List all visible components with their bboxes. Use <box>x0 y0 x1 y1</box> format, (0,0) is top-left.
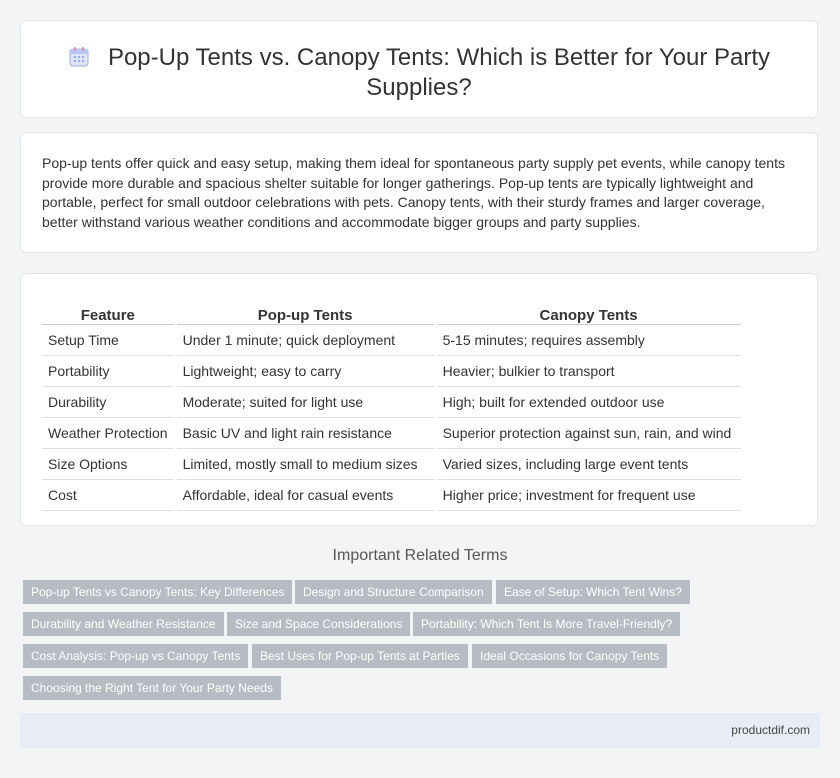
related-terms-title: Important Related Terms <box>332 547 508 564</box>
feature-cell: Durability <box>42 387 175 418</box>
table-row <box>42 387 741 418</box>
canopy-cell: 5-15 minutes; requires assembly <box>435 325 741 356</box>
table-row <box>42 325 741 356</box>
popup-cell: Basic UV and light rain resistance <box>175 418 435 449</box>
canopy-cell: Superior protection against sun, rain, and wind <box>435 418 741 449</box>
related-tag[interactable]: Cost Analysis: Pop-up vs Canopy Tents <box>23 644 248 668</box>
popup-cell: Affordable, ideal for casual events <box>175 480 435 511</box>
related-tag[interactable]: Best Uses for Pop-up Tents at Parties <box>252 644 468 668</box>
table-row <box>42 356 741 387</box>
related-tag[interactable]: Ease of Setup: Which Tent Wins? <box>496 580 690 604</box>
header-canopy-tents: Canopy Tents <box>435 294 741 325</box>
canopy-cell: Higher price; investment for frequent use <box>435 480 741 511</box>
header-popup-tents: Pop-up Tents <box>175 294 435 325</box>
title-card <box>20 20 818 118</box>
intro-paragraph: Pop-up tents offer quick and easy setup, making them ideal for spontaneous party supply pet events, while canopy tents provide more durable and spacious shelter suitable for longer gatherings. Pop-up tents are typically lightweight and portable, perfect for small outdoor celebrations with pets. Canopy tents, with their sturdy frames and larger coverage, better withstand various weather conditions and accommodate bigger groups and party supplies. <box>42 155 785 230</box>
comparison-card <box>20 273 818 526</box>
footer-site-link[interactable]: productdif.com <box>731 723 810 737</box>
related-tag[interactable]: Portability: Which Tent Is More Travel-Friendly? <box>413 612 680 636</box>
feature-cell: Weather Protection <box>42 418 175 449</box>
canopy-cell: Heavier; bulkier to transport <box>435 356 741 387</box>
table-row <box>42 449 741 480</box>
table-row <box>42 480 741 511</box>
table-row <box>42 418 741 449</box>
canopy-cell: Varied sizes, including large event tents <box>435 449 741 480</box>
related-tag[interactable]: Durability and Weather Resistance <box>23 612 224 636</box>
canopy-cell: High; built for extended outdoor use <box>435 387 741 418</box>
popup-cell: Lightweight; easy to carry <box>175 356 435 387</box>
feature-cell: Size Options <box>42 449 175 480</box>
intro-card <box>20 132 818 253</box>
feature-cell: Cost <box>42 480 175 511</box>
feature-cell: Setup Time <box>42 325 175 356</box>
footer <box>20 713 820 748</box>
related-tag[interactable]: Design and Structure Comparison <box>295 580 492 604</box>
calendar-icon <box>68 46 90 68</box>
related-tag[interactable]: Choosing the Right Tent for Your Party Needs <box>23 676 281 700</box>
popup-cell: Limited, mostly small to medium sizes <box>175 449 435 480</box>
related-tag[interactable]: Pop-up Tents vs Canopy Tents: Key Differences <box>23 580 292 604</box>
page-title: Pop-Up Tents vs. Canopy Tents: Which is Better for Your Party Supplies? <box>107 44 771 101</box>
related-tag[interactable]: Size and Space Considerations <box>227 612 410 636</box>
header-feature: Feature <box>42 294 175 325</box>
related-tag[interactable]: Ideal Occasions for Canopy Tents <box>472 644 667 668</box>
feature-cell: Portability <box>42 356 175 387</box>
popup-cell: Moderate; suited for light use <box>175 387 435 418</box>
table-header-row <box>42 294 741 325</box>
popup-cell: Under 1 minute; quick deployment <box>175 325 435 356</box>
page-title-wrap <box>21 43 817 103</box>
comparison-table <box>42 294 741 511</box>
